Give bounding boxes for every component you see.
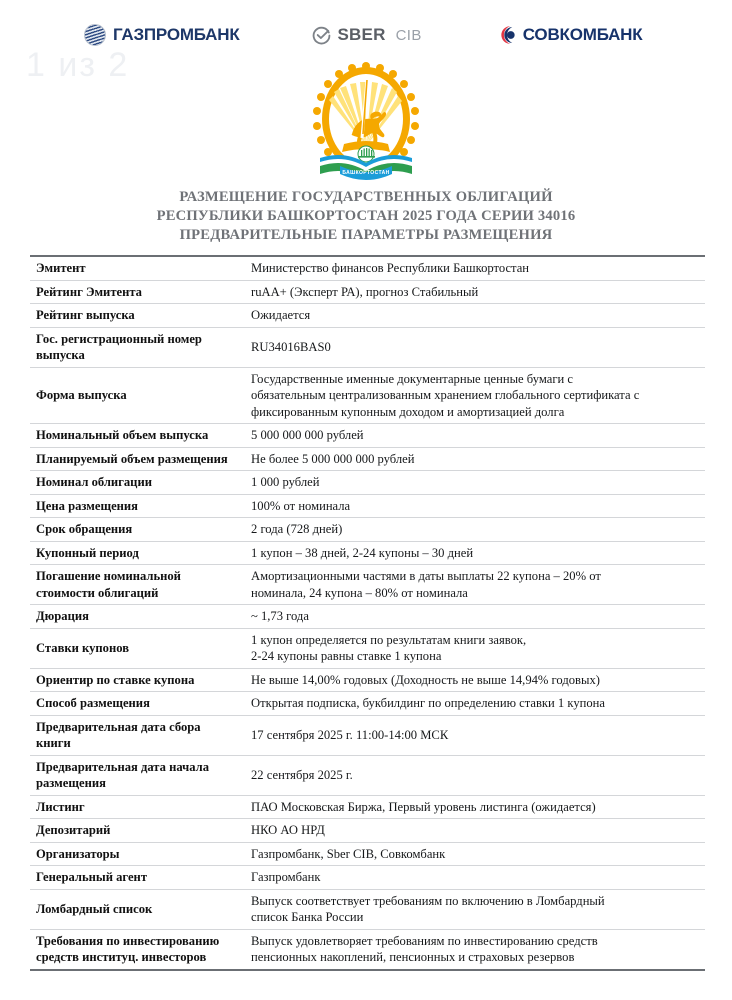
parameter-label: Рейтинг выпуска (36, 308, 135, 322)
parameter-value-line: Газпромбанк, Sber CIB, Совкомбанк (251, 846, 446, 861)
table-row (30, 327, 705, 367)
parameter-value (244, 304, 705, 328)
parameter-label: Срок обращения (36, 522, 133, 536)
parameter-label: Цена размещения (36, 498, 138, 513)
parameter-value (244, 668, 705, 692)
parameter-value-line: Министерство финансов Республики Башкортостан (251, 261, 530, 275)
parameter-label: Генеральный агент (36, 870, 148, 884)
parameter-value-line: список Банка России (251, 910, 364, 924)
parameter-label: Купонный период (36, 545, 139, 560)
table-row (30, 668, 705, 692)
parameter-value-line: пенсионных накоплений, пенсионных и страховых резервов (251, 950, 575, 964)
parameter-value-line: 17 сентября 2025 г. 11:00-14:00 МСК (251, 727, 449, 742)
parameter-value (244, 327, 705, 367)
parameter-value (244, 565, 705, 605)
table-row (30, 795, 705, 819)
parameter-value-line: НКО АО НРД (251, 823, 325, 837)
page-watermark: 1 из 2 (26, 46, 130, 84)
parameter-value-line: RU34016BAS0 (251, 339, 331, 354)
parameter-value (244, 367, 705, 424)
table-row (30, 424, 705, 448)
sber-checkmark-circle-icon (312, 26, 331, 45)
logo-sovcombank (498, 25, 643, 45)
table-row (30, 889, 705, 929)
parameters-table-body (30, 256, 705, 970)
parameter-value (244, 256, 705, 280)
parameter-value-line: ~ 1,73 года (251, 609, 309, 623)
parameter-value-line: номинала, 24 купона – 80% от номинала (251, 585, 468, 600)
parameter-value (244, 819, 705, 843)
parameter-label: Дюрация (36, 609, 89, 623)
table-row (30, 929, 705, 970)
parameter-value-line: 1 купон – 38 дней, 2-24 купоны – 30 дней (251, 545, 474, 560)
parameter-value-line: Газпромбанк (251, 870, 321, 884)
table-row (30, 628, 705, 668)
parameter-value-line: Открытая подписка, букбилдинг по определению ставки 1 купона (251, 696, 605, 710)
parameter-label: Номинал облигации (36, 475, 152, 489)
parameter-label: Листинг (36, 799, 85, 814)
table-row (30, 755, 705, 795)
table-row (30, 842, 705, 866)
parameter-value-line: обязательным централизованным хранением глобального сертификата с (251, 388, 640, 402)
parameter-label: Номинальный объем выпуска (36, 428, 209, 442)
parameter-value (244, 518, 705, 542)
parameter-value (244, 795, 705, 819)
table-row (30, 541, 705, 565)
table-row (30, 692, 705, 716)
title-line-1: РАЗМЕЩЕНИЕ ГОСУДАРСТВЕННЫХ ОБЛИГАЦИЙ (179, 189, 553, 205)
parameter-value (244, 424, 705, 448)
sber-wordmark: SBER (337, 25, 386, 44)
parameter-label: Гос. регистрационный номер выпуска (36, 331, 202, 362)
parameter-value-line: 100% от номинала (251, 498, 351, 513)
parameter-label: Предварительная дата сбора книги (36, 719, 201, 750)
table-row (30, 280, 705, 304)
parameter-value-line: 1 купон определяется по результатам книги заявок, (251, 632, 527, 647)
parameter-value-line: 5 000 000 000 рублей (251, 428, 364, 442)
bashkortostan-coat-of-arms-icon (310, 62, 422, 182)
table-row (30, 471, 705, 495)
parameter-value (244, 755, 705, 795)
parameter-value-line: 1 000 рублей (251, 475, 320, 489)
parameter-label: Планируемый объем размещения (36, 451, 228, 466)
parameter-label: Организаторы (36, 846, 120, 861)
title-line-3: ПРЕДВАРИТЕЛЬНЫЕ ПАРАМЕТРЫ РАЗМЕЩЕНИЯ (179, 227, 553, 243)
title-line-2: РЕСПУБЛИКИ БАШКОРТОСТАН 2025 ГОДА СЕРИИ 34016 (156, 208, 576, 224)
parameter-value-line: Амортизационными частями в даты выплаты 22 купона – 20% от (251, 569, 601, 583)
table-row (30, 494, 705, 518)
parameter-value (244, 471, 705, 495)
parameter-value-line: 2-24 купоны равны ставке 1 купона (251, 649, 442, 663)
table-row (30, 256, 705, 280)
parameter-label: Ориентир по ставке купона (36, 672, 195, 687)
parameter-value-line: 22 сентября 2025 г. (251, 767, 353, 782)
gazprombank-globe-icon (84, 24, 106, 46)
parameter-label: Форма выпуска (36, 388, 127, 402)
parameter-value (244, 280, 705, 304)
parameter-value-line: Ожидается (251, 308, 311, 322)
svg-text:БАШКОРТОСТАН: БАШКОРТОСТАН (342, 170, 390, 176)
parameter-value (244, 494, 705, 518)
parameter-value (244, 889, 705, 929)
bashkortostan-emblem-container (0, 62, 732, 182)
gazprombank-wordmark: ГАЗПРОМБАНК (113, 25, 240, 44)
parameter-label: Способ размещения (36, 696, 150, 710)
table-row (30, 367, 705, 424)
sber-cib-suffix: CIB (395, 26, 422, 44)
parameter-value (244, 715, 705, 755)
parameter-label: Предварительная дата начала размещения (36, 759, 210, 790)
parameter-value-line: Не выше 14,00% годовых (Доходность не выше 14,94% годовых) (251, 672, 600, 687)
parameter-value (244, 692, 705, 716)
parameter-value (244, 628, 705, 668)
table-row (30, 518, 705, 542)
parameter-label: Ставки купонов (36, 640, 129, 655)
parameter-label: Погашение номинальной стоимости облигаций (36, 569, 181, 600)
document-title-block (0, 188, 732, 245)
table-row (30, 304, 705, 328)
parameter-value-line: 2 года (728 дней) (251, 522, 343, 536)
table-row (30, 715, 705, 755)
parameter-label: Ломбардный список (36, 901, 153, 916)
parameter-value (244, 605, 705, 629)
parameter-value-line: Государственные именные документарные ценные бумаги с (251, 371, 573, 386)
parameter-value-line: ruAA+ (Эксперт РА), прогноз Стабильный (251, 284, 479, 299)
sovcombank-wordmark: СОВКОМБАНК (522, 25, 643, 44)
placement-parameters-table (30, 255, 705, 971)
logo-sber-cib (312, 25, 422, 45)
table-row (30, 819, 705, 843)
parameter-value (244, 447, 705, 471)
parameter-value-line: фиксированным купонным доходом и амортизацией долга (251, 404, 565, 419)
parameter-value (244, 929, 705, 970)
parameter-value (244, 842, 705, 866)
table-row (30, 866, 705, 890)
parameter-value-line: Выпуск удовлетворяет требованиям по инвестированию средств (251, 933, 598, 948)
table-row (30, 565, 705, 605)
parameter-value-line: Не более 5 000 000 000 рублей (251, 451, 415, 466)
parameter-value-line: ПАО Московская Биржа, Первый уровень листинга (ожидается) (251, 799, 596, 814)
sovcombank-crescent-icon (498, 25, 516, 45)
logo-gazprombank (84, 24, 240, 46)
table-row (30, 447, 705, 471)
parameter-value (244, 541, 705, 565)
parameter-label: Эмитент (36, 261, 86, 275)
parameter-value (244, 866, 705, 890)
parameter-label: Рейтинг Эмитента (36, 284, 142, 299)
parameter-value-line: Выпуск соответствует требованиям по включению в Ломбардный (251, 893, 605, 908)
partner-logo-bar (0, 0, 732, 56)
parameter-label: Депозитарий (36, 823, 111, 837)
parameter-label: Требования по инвестированию средств институц. инвесторов (36, 933, 220, 964)
table-row (30, 605, 705, 629)
